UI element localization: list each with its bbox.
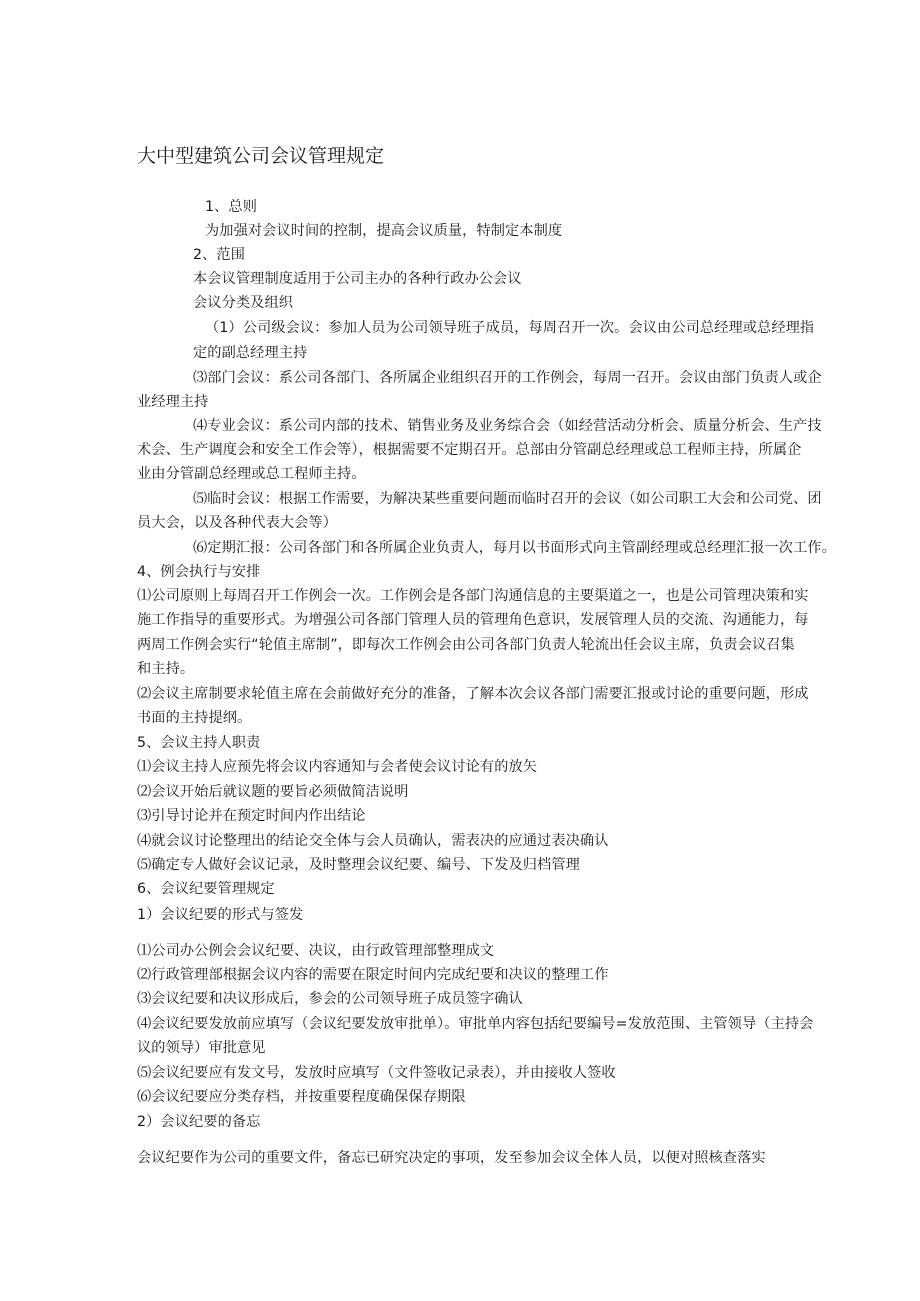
- document-title: 大中型建筑公司会议管理规定: [137, 145, 385, 167]
- section-heading: 6、会议纪要管理规定: [137, 881, 275, 897]
- paragraph-line: ⑹定期汇报：公司各部门和各所属企业负责人，每月以书面形式向主管副经理或总经理汇报一次工作。: [193, 540, 836, 556]
- paragraph-line: 业经理主持: [137, 394, 209, 410]
- list-item: ⑴会议主持人应预先将会议内容通知与会者使会议讨论有的放矢: [137, 759, 538, 775]
- list-item: ⑶引导讨论并在预定时间内作出结论: [137, 808, 366, 824]
- paragraph-line: （1）公司级会议：参加人员为公司领导班子成员，每周召开一次。会议由公司总经理或总经理指: [205, 320, 815, 336]
- list-item: ⑸会议纪要应有发文号，发放时应填写（文件签收记录表），并由接收人签收: [137, 1065, 616, 1081]
- paragraph-line: 会议纪要作为公司的重要文件，备忘已研究决定的事项，发至参加会议全体人员，以便对照核查落实: [137, 1150, 766, 1166]
- list-item: ⑷就会议讨论整理出的结论交全体与会人员确认，需表决的应通过表决确认: [137, 833, 609, 849]
- paragraph-line: ⑴公司原则上每周召开工作例会一次。工作例会是各部门沟通信息的主要渠道之一，也是公司管理决策和实: [137, 588, 809, 604]
- paragraph-line: 定的副总经理主持: [193, 345, 308, 361]
- paragraph-line: 书面的主持提纲。: [137, 710, 252, 726]
- section-heading: 2、范围: [193, 247, 245, 263]
- list-item: ⑴公司办公例会会议纪要、决议，由行政管理部整理成文: [137, 943, 495, 959]
- subsection-heading: 1）会议纪要的形式与签发: [137, 907, 304, 923]
- paragraph-line: 员大会，以及各种代表大会等）: [137, 515, 338, 531]
- list-item: 议的领导）审批意见: [137, 1040, 266, 1056]
- paragraph-line: 本会议管理制度适用于公司主办的各种行政办公会议: [193, 271, 522, 287]
- list-item: ⑵会议开始后就议题的要旨必须做简洁说明: [137, 784, 409, 800]
- paragraph-line: 施工作指导的重要形式。为增强公司各部门管理人员的管理角色意识，发展管理人员的交流、沟通能力，每: [137, 612, 809, 628]
- paragraph-line: 两周工作例会实行“轮值主席制”，即每次工作例会由公司各部门负责人轮流出任会议主席，负责会议召集: [137, 637, 795, 653]
- paragraph-line: ⑷专业会议：系公司内部的技术、销售业务及业务综合会（如经营活动分析会、质量分析会、生产技: [193, 418, 822, 434]
- list-item: ⑵行政管理部根据会议内容的需要在限定时间内完成纪要和决议的整理工作: [137, 967, 609, 983]
- paragraph-line: 为加强对会议时间的控制，提高会议质量，特制定本制度: [205, 223, 563, 239]
- section-heading: 5、会议主持人职责: [137, 735, 261, 751]
- paragraph-line: 会议分类及组织: [193, 295, 294, 311]
- subsection-heading: 2）会议纪要的备忘: [137, 1114, 261, 1130]
- paragraph-line: ⑸临时会议：根据工作需要，为解决某些重要问题而临时召开的会议（如公司职工大会和公司党、团: [193, 491, 822, 507]
- paragraph-line: 和主持。: [137, 661, 195, 677]
- list-item: ⑸确定专人做好会议记录，及时整理会议纪要、编号、下发及归档管理: [137, 857, 580, 873]
- paragraph-line: ⑵会议主席制要求轮值主席在会前做好充分的准备，了解本次会议各部门需要汇报或讨论的重要问题，形成: [137, 686, 809, 702]
- paragraph-line: ⑶部门会议：系公司各部门、各所属企业组织召开的工作例会，每周一召开。会议由部门负责人或企: [193, 370, 822, 386]
- section-heading: 1、总则: [205, 199, 257, 215]
- paragraph-line: 术会、生产调度会和安全工作会等），根据需要不定期召开。总部由分管副总经理或总工程师主持，所属企: [137, 442, 802, 458]
- list-item: ⑹会议纪要应分类存档，并按重要程度确保保存期限: [137, 1089, 466, 1105]
- paragraph-line: 业由分管副总经理或总工程师主持。: [137, 466, 366, 482]
- list-item: ⑶会议纪要和决议形成后，参会的公司领导班子成员签字确认: [137, 991, 523, 1007]
- section-heading: 4、例会执行与安排: [137, 564, 261, 580]
- list-item: ⑷会议纪要发放前应填写（会议纪要发放审批单）。审批单内容包括纪要编号=发放范围、主管领导（主持会: [137, 1016, 814, 1032]
